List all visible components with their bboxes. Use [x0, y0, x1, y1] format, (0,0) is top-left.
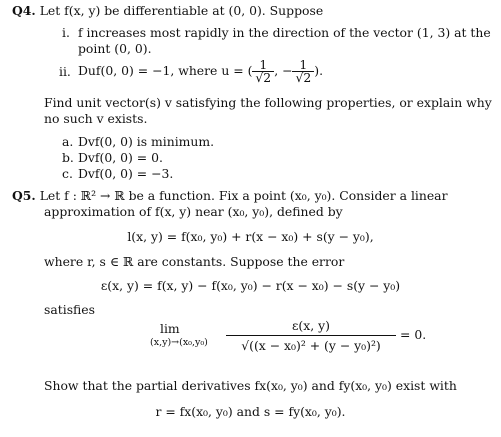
q4-c-label: c.: [62, 166, 73, 181]
q5-intro-line2: approximation of f(x, y) near (x₀, y₀), defined by: [44, 204, 343, 219]
q4-b-text: Dvf(0, 0) = 0.: [78, 150, 163, 165]
q4-intro: Let f(x, y) be differentiable at (0, 0). Suppose: [39, 3, 324, 18]
q4-item-ii-sep: , −: [274, 63, 293, 78]
q5-satisfies: satisfies: [44, 302, 96, 317]
q4-item-i-line1: f increases most rapidly in the direction of the vector (1, 3) at the: [78, 25, 491, 40]
q4-item-ii: [78, 59, 323, 84]
q4-item-ii-label: ii.: [59, 64, 71, 79]
q4-a-label: a.: [62, 134, 74, 149]
q5-show-line: Show that the partial derivatives fx(x₀, y₀) and fy(x₀, y₀) exist with: [44, 378, 457, 393]
limit-operator: lim: [160, 321, 180, 336]
q5-constants-line: where r, s ∈ ℝ are constants. Suppose the error: [44, 254, 345, 269]
fraction-a-num: 1: [252, 59, 274, 72]
q4-item-i-label: i.: [62, 25, 70, 40]
q4-a-text: Dvf(0, 0) is minimum.: [78, 134, 215, 149]
equation-error: ε(x, y) = f(x, y) − f(x₀, y₀) − r(x − x₀) − s(y − y₀): [100, 278, 401, 293]
q4-item-ii-text: Duf(0, 0) = −1, where u = (: [78, 63, 253, 78]
limit-fraction: [226, 318, 396, 353]
equation-linear: l(x, y) = f(x₀, y₀) + r(x − x₀) + s(y − y₀),: [127, 229, 374, 244]
q5-intro-line1: Let f : ℝ² → ℝ be a function. Fix a point (x₀, y₀). Consider a linear: [39, 188, 448, 203]
q5-number: Q5.: [12, 188, 36, 203]
q4-find-line1: Find unit vector(s) v satisfying the following properties, or explain why: [44, 95, 492, 110]
q4-c-text: Dvf(0, 0) = −3.: [78, 166, 174, 181]
fraction-a-den: √2: [255, 70, 272, 85]
q4-number: Q4.: [12, 3, 36, 18]
equation-final: r = fx(x₀, y₀) and s = fy(x₀, y₀).: [155, 404, 346, 419]
fraction-b-num: 1: [292, 59, 314, 72]
limit-denominator: √((x − x₀)² + (y − y₀)²): [241, 338, 381, 353]
q4-heading: [12, 3, 323, 18]
q4-find-line2: no such v exists.: [44, 111, 148, 126]
fraction-b-den: √2: [295, 70, 312, 85]
q4-b-label: b.: [62, 150, 74, 165]
limit-numerator: ε(x, y): [226, 318, 396, 336]
limit-expression: [150, 318, 450, 368]
fraction-b: [292, 59, 314, 84]
q5-heading: [12, 188, 448, 203]
q4-item-i-line2: point (0, 0).: [78, 41, 152, 56]
fraction-a: [252, 59, 274, 84]
q4-item-ii-end: ).: [314, 63, 324, 78]
limit-equals: = 0.: [400, 327, 427, 342]
limit-subscript: (x,y)→(x₀,y₀): [150, 337, 208, 348]
